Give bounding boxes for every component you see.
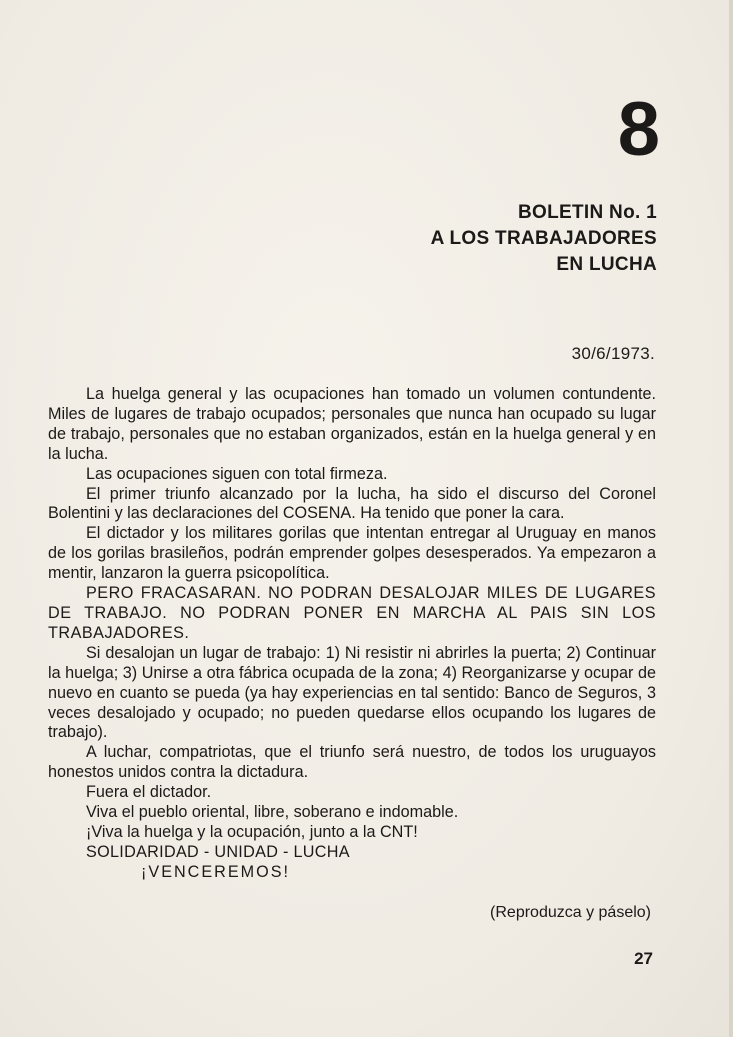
heading-line: EN LUCHA (556, 254, 657, 275)
page-number: 27 (634, 949, 653, 968)
paragraph: El dictador y los militares gorilas que intentan entregar al Uruguay en manos de los gorilas brasileños, podrán emprender golpes desesperados. Ya empezaron a mentir, lanzaron la guerra psicopolítica. (48, 524, 656, 583)
paragraph: Las ocupaciones siguen con total firmeza. (86, 464, 388, 483)
paragraph: Fuera el dictador. (86, 783, 212, 802)
paragraph: A luchar, compatriotas, que el triunfo será nuestro, de todos los uruguayos honestos unidos contra la dictadura. (48, 743, 656, 782)
heading-line: BOLETIN No. 1 (517, 202, 657, 223)
closing-note: (Reproduzca y páselo) (490, 904, 651, 921)
paragraph: El primer triunfo alcanzado por la lucha, ha sido el discurso del Coronel Bolentini y las declaraciones del COSENA. Ha tenido que poner la cara. (48, 484, 656, 523)
paragraph: ¡VENCEREMOS! (141, 862, 291, 881)
paragraph: Viva el pueblo oriental, libre, soberano e indomable. (86, 803, 459, 822)
chapter-number: 8 (617, 87, 659, 172)
paragraph: ¡Viva la huelga y la ocupación, junto a la CNT! (86, 822, 418, 841)
paragraph: PERO FRACASARAN. NO PODRAN DESALOJAR MILES DE LUGARES DE TRABAJO. NO PODRAN PONER EN MARCHA AL PAIS SIN LOS TRABAJADORES. (48, 584, 656, 642)
bulletin-body (48, 385, 656, 883)
page-edge (729, 0, 733, 1037)
paragraph: La huelga general y las ocupaciones han tomado un volumen contundente. Miles de lugares de trabajo ocupados; personales que nunca han ocupado su lugar de trabajo, personales que no estaban organizados, están en la huelga general y en la lucha. (48, 385, 656, 463)
bulletin-date: 30/6/1973. (571, 344, 655, 363)
bulletin-heading (431, 200, 657, 278)
paragraph: Si desalojan un lugar de trabajo: 1) Ni resistir ni abrirles la puerta; 2) Continuar la huelga; 3) Unirse a otra fábrica ocupada de la zona; 4) Reorganizarse y ocupar de nuevo en cuanto se pueda (ya hay experiencias en tal sentido: Banco de Seguros, 3 veces desalojado y ocupado; no pueden quedarse ellos ocupando los lugares de trabajo). (48, 643, 656, 742)
heading-line: A LOS TRABAJADORES (430, 228, 657, 249)
paragraph: SOLIDARIDAD - UNIDAD - LUCHA (86, 842, 350, 861)
